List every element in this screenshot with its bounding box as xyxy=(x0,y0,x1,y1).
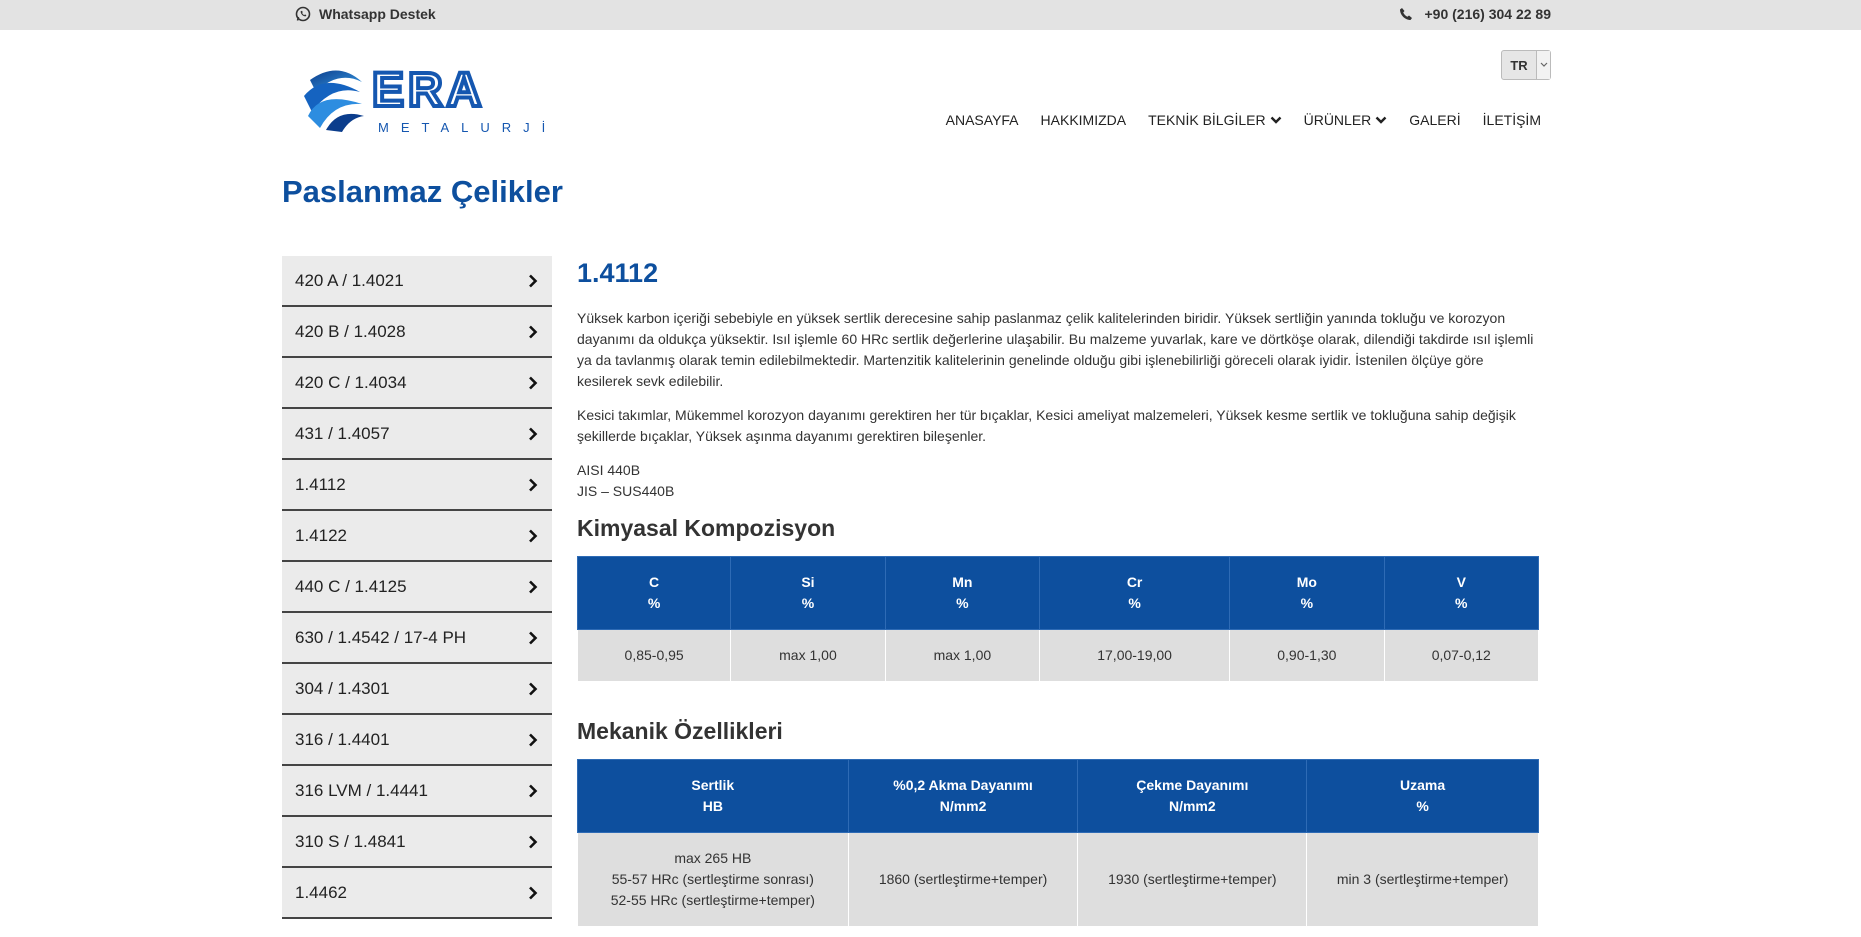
sidebar-item[interactable] xyxy=(282,256,552,307)
header-label: Çekme Dayanımı xyxy=(1136,777,1249,793)
table-header xyxy=(731,557,885,630)
table-header xyxy=(1384,557,1538,630)
table-header xyxy=(885,557,1039,630)
header-label: Mn xyxy=(952,574,973,590)
cell-line: 55-57 HRc (sertleştirme sonrası) xyxy=(611,871,814,887)
phone-number: +90 (216) 304 22 89 xyxy=(1424,6,1551,22)
logo-sub: METALURJİ xyxy=(378,120,558,134)
chem-title: Kimyasal Kompozisyon xyxy=(577,515,836,541)
sidebar-item-label: 630 / 1.4542 / 17-4 PH xyxy=(295,627,467,647)
cell-line: min 3 (sertleştirme+temper) xyxy=(1336,871,1509,887)
equivalent-jis: JIS – SUS440B xyxy=(577,483,675,499)
logo-brand: ERA xyxy=(372,64,486,117)
cell-line: max 265 HB xyxy=(674,850,752,866)
sidebar-item-label: 1.4112 xyxy=(295,474,346,494)
cell-line: 1860 (sertleştirme+temper) xyxy=(878,871,1048,887)
chevron-right-icon xyxy=(528,478,538,492)
language-value: TR xyxy=(1510,57,1528,73)
header-label: Sertlik xyxy=(691,777,735,793)
sidebar-item[interactable] xyxy=(282,460,552,511)
mech-title: Mekanik Özellikleri xyxy=(577,718,783,744)
chevron-right-icon xyxy=(528,376,538,390)
table-cell: 0,07-0,12 xyxy=(1384,630,1538,682)
chevron-down-icon xyxy=(1270,116,1282,124)
header-label: %0,2 Akma Dayanımı xyxy=(893,777,1033,793)
mech-table xyxy=(577,759,1539,927)
table-header xyxy=(578,557,731,630)
whatsapp-label: Whatsapp Destek xyxy=(319,6,436,22)
nav-label: ANASAYFA xyxy=(945,112,1019,128)
main-nav xyxy=(946,112,1541,128)
sidebar-item[interactable] xyxy=(282,562,552,613)
table-cell: max 1,00 xyxy=(731,630,885,682)
chevron-right-icon xyxy=(528,886,538,900)
header-label: Uzama xyxy=(1400,777,1446,793)
sidebar-item[interactable] xyxy=(282,307,552,358)
header-unit: % xyxy=(1455,595,1468,611)
language-select[interactable] xyxy=(1501,50,1551,80)
sidebar-item-label: 420 A / 1.4021 xyxy=(295,270,404,290)
header-unit: N/mm2 xyxy=(1168,798,1216,814)
sidebar-item-label: 420 B / 1.4028 xyxy=(295,321,406,341)
header-unit: % xyxy=(1416,798,1429,814)
product-description: Yüksek karbon içeriği sebebiyle en yüksek sertlik derecesine sahip paslanmaz çelik kalitelerinden biridir. Yüksek sertliğin yanında tokluğu ve korozyon dayanımı da oldukça yüksektir. Isıl işlemle 60 HRc sertlik değerlerine ulaşabilir. Bu malzeme yuvarlak, kare ve dörtköşe olarak, dilendiği takdirde ısıl işlemli ya da tavlanmış olarak temin edilebilmektedir. Martenzitik kalitelerinin genelinde olduğu gibi işlenebilirliği göreceli olarak iyidir. İstenilen ölçüye göre kesilerek sevk edilebilir. xyxy=(577,310,1534,389)
sidebar-item[interactable] xyxy=(282,358,552,409)
product-sidebar xyxy=(282,256,552,919)
sidebar-item[interactable] xyxy=(282,868,552,919)
equivalent-aisi: AISI 440B xyxy=(577,462,641,478)
sidebar-item[interactable] xyxy=(282,766,552,817)
nav-teknik-bilgiler[interactable] xyxy=(1148,112,1281,128)
chevron-right-icon xyxy=(528,784,538,798)
sidebar-item-label: 316 LVM / 1.4441 xyxy=(295,780,428,800)
nav-label: İLETİŞİM xyxy=(1482,112,1541,128)
table-cell: max 1,00 xyxy=(885,630,1039,682)
sidebar-item-label: 304 / 1.4301 xyxy=(295,678,390,698)
chevron-right-icon xyxy=(528,733,538,747)
header-label: Cr xyxy=(1126,574,1143,590)
product-title: 1.4112 xyxy=(577,258,659,288)
table-header xyxy=(1230,557,1384,630)
nav-urunler[interactable] xyxy=(1304,112,1388,128)
chevron-down-icon xyxy=(1375,116,1387,124)
table-cell xyxy=(578,833,849,927)
chevron-right-icon xyxy=(528,631,538,645)
table-cell: 0,85-0,95 xyxy=(578,630,731,682)
sidebar-item-label: 420 C / 1.4034 xyxy=(295,372,407,392)
sidebar-item[interactable] xyxy=(282,613,552,664)
cell-line: 1930 (sertleştirme+temper) xyxy=(1108,871,1277,887)
sidebar-item-label: 440 C / 1.4125 xyxy=(295,576,407,596)
whatsapp-icon xyxy=(295,6,311,22)
chevron-right-icon xyxy=(528,835,538,849)
table-cell: 17,00-19,00 xyxy=(1040,630,1230,682)
nav-label: TEKNİK BİLGİLER xyxy=(1148,112,1266,128)
product-usage: Kesici takımlar, Mükemmel korozyon dayanımı gerektiren her tür bıçaklar, Kesici ameliyat malzemeleri, Yüksek kesme sertlik ve tokluğuna sahip değişik şekillerde bıçaklar, Yüksek aşınma dayanımı gerektiren bileşenler. xyxy=(577,407,1516,444)
chevron-right-icon xyxy=(528,529,538,543)
table-header xyxy=(848,760,1078,833)
product-content xyxy=(577,258,1539,927)
sidebar-item-label: 431 / 1.4057 xyxy=(295,423,390,443)
chem-table xyxy=(577,556,1539,682)
chevron-right-icon xyxy=(528,580,538,594)
sidebar-item-label: 1.4122 xyxy=(295,525,347,545)
table-cell xyxy=(1307,833,1539,927)
header-unit: N/mm2 xyxy=(939,798,987,814)
top-bar xyxy=(0,0,1861,30)
nav-label: HAKKIMIZDA xyxy=(1040,112,1127,128)
table-header xyxy=(1040,557,1230,630)
sidebar-item-label: 316 / 1.4401 xyxy=(295,729,390,749)
product-equivalents xyxy=(577,460,1539,502)
table-header xyxy=(1307,760,1539,833)
header-unit: % xyxy=(801,595,815,611)
sidebar-item[interactable] xyxy=(282,409,552,460)
table-cell: 0,90-1,30 xyxy=(1230,630,1384,682)
nav-anasayfa[interactable] xyxy=(946,112,1019,128)
phone-link[interactable] xyxy=(1399,6,1552,22)
header-label: V xyxy=(1456,574,1466,590)
header-label: Mo xyxy=(1296,574,1317,590)
chevron-right-icon xyxy=(528,682,538,696)
header-unit: HB xyxy=(702,798,723,814)
sidebar-item-label: 310 S / 1.4841 xyxy=(295,831,406,851)
sidebar-item[interactable] xyxy=(282,715,552,766)
header-unit: % xyxy=(956,595,969,611)
phone-icon xyxy=(1399,7,1413,21)
chevron-right-icon xyxy=(528,274,538,288)
table-header xyxy=(1078,760,1307,833)
logo-mark-icon xyxy=(298,62,560,134)
header-label: Si xyxy=(801,574,815,590)
nav-label: GALERİ xyxy=(1409,112,1461,128)
nav-hakkimizda[interactable] xyxy=(1041,112,1127,128)
header-unit: % xyxy=(1128,595,1141,611)
table-cell xyxy=(848,833,1078,927)
table-header xyxy=(578,760,849,833)
sidebar-item-label: 1.4462 xyxy=(295,882,347,902)
sidebar-item[interactable] xyxy=(282,664,552,715)
chevron-right-icon xyxy=(528,325,538,339)
nav-label: ÜRÜNLER xyxy=(1303,112,1372,128)
chevron-down-icon xyxy=(1536,51,1550,79)
header-unit: % xyxy=(647,595,661,611)
whatsapp-link[interactable] xyxy=(295,6,436,22)
nav-galeri[interactable] xyxy=(1409,112,1460,128)
sidebar-item[interactable] xyxy=(282,511,552,562)
logo[interactable] xyxy=(298,62,560,134)
chevron-right-icon xyxy=(528,427,538,441)
nav-iletisim[interactable] xyxy=(1483,112,1541,128)
header-label: C xyxy=(649,574,660,590)
header-unit: % xyxy=(1300,595,1314,611)
page-title: Paslanmaz Çelikler xyxy=(282,174,563,209)
cell-line: 52-55 HRc (sertleştirme+temper) xyxy=(610,892,815,908)
table-cell xyxy=(1078,833,1307,927)
sidebar-item[interactable] xyxy=(282,817,552,868)
